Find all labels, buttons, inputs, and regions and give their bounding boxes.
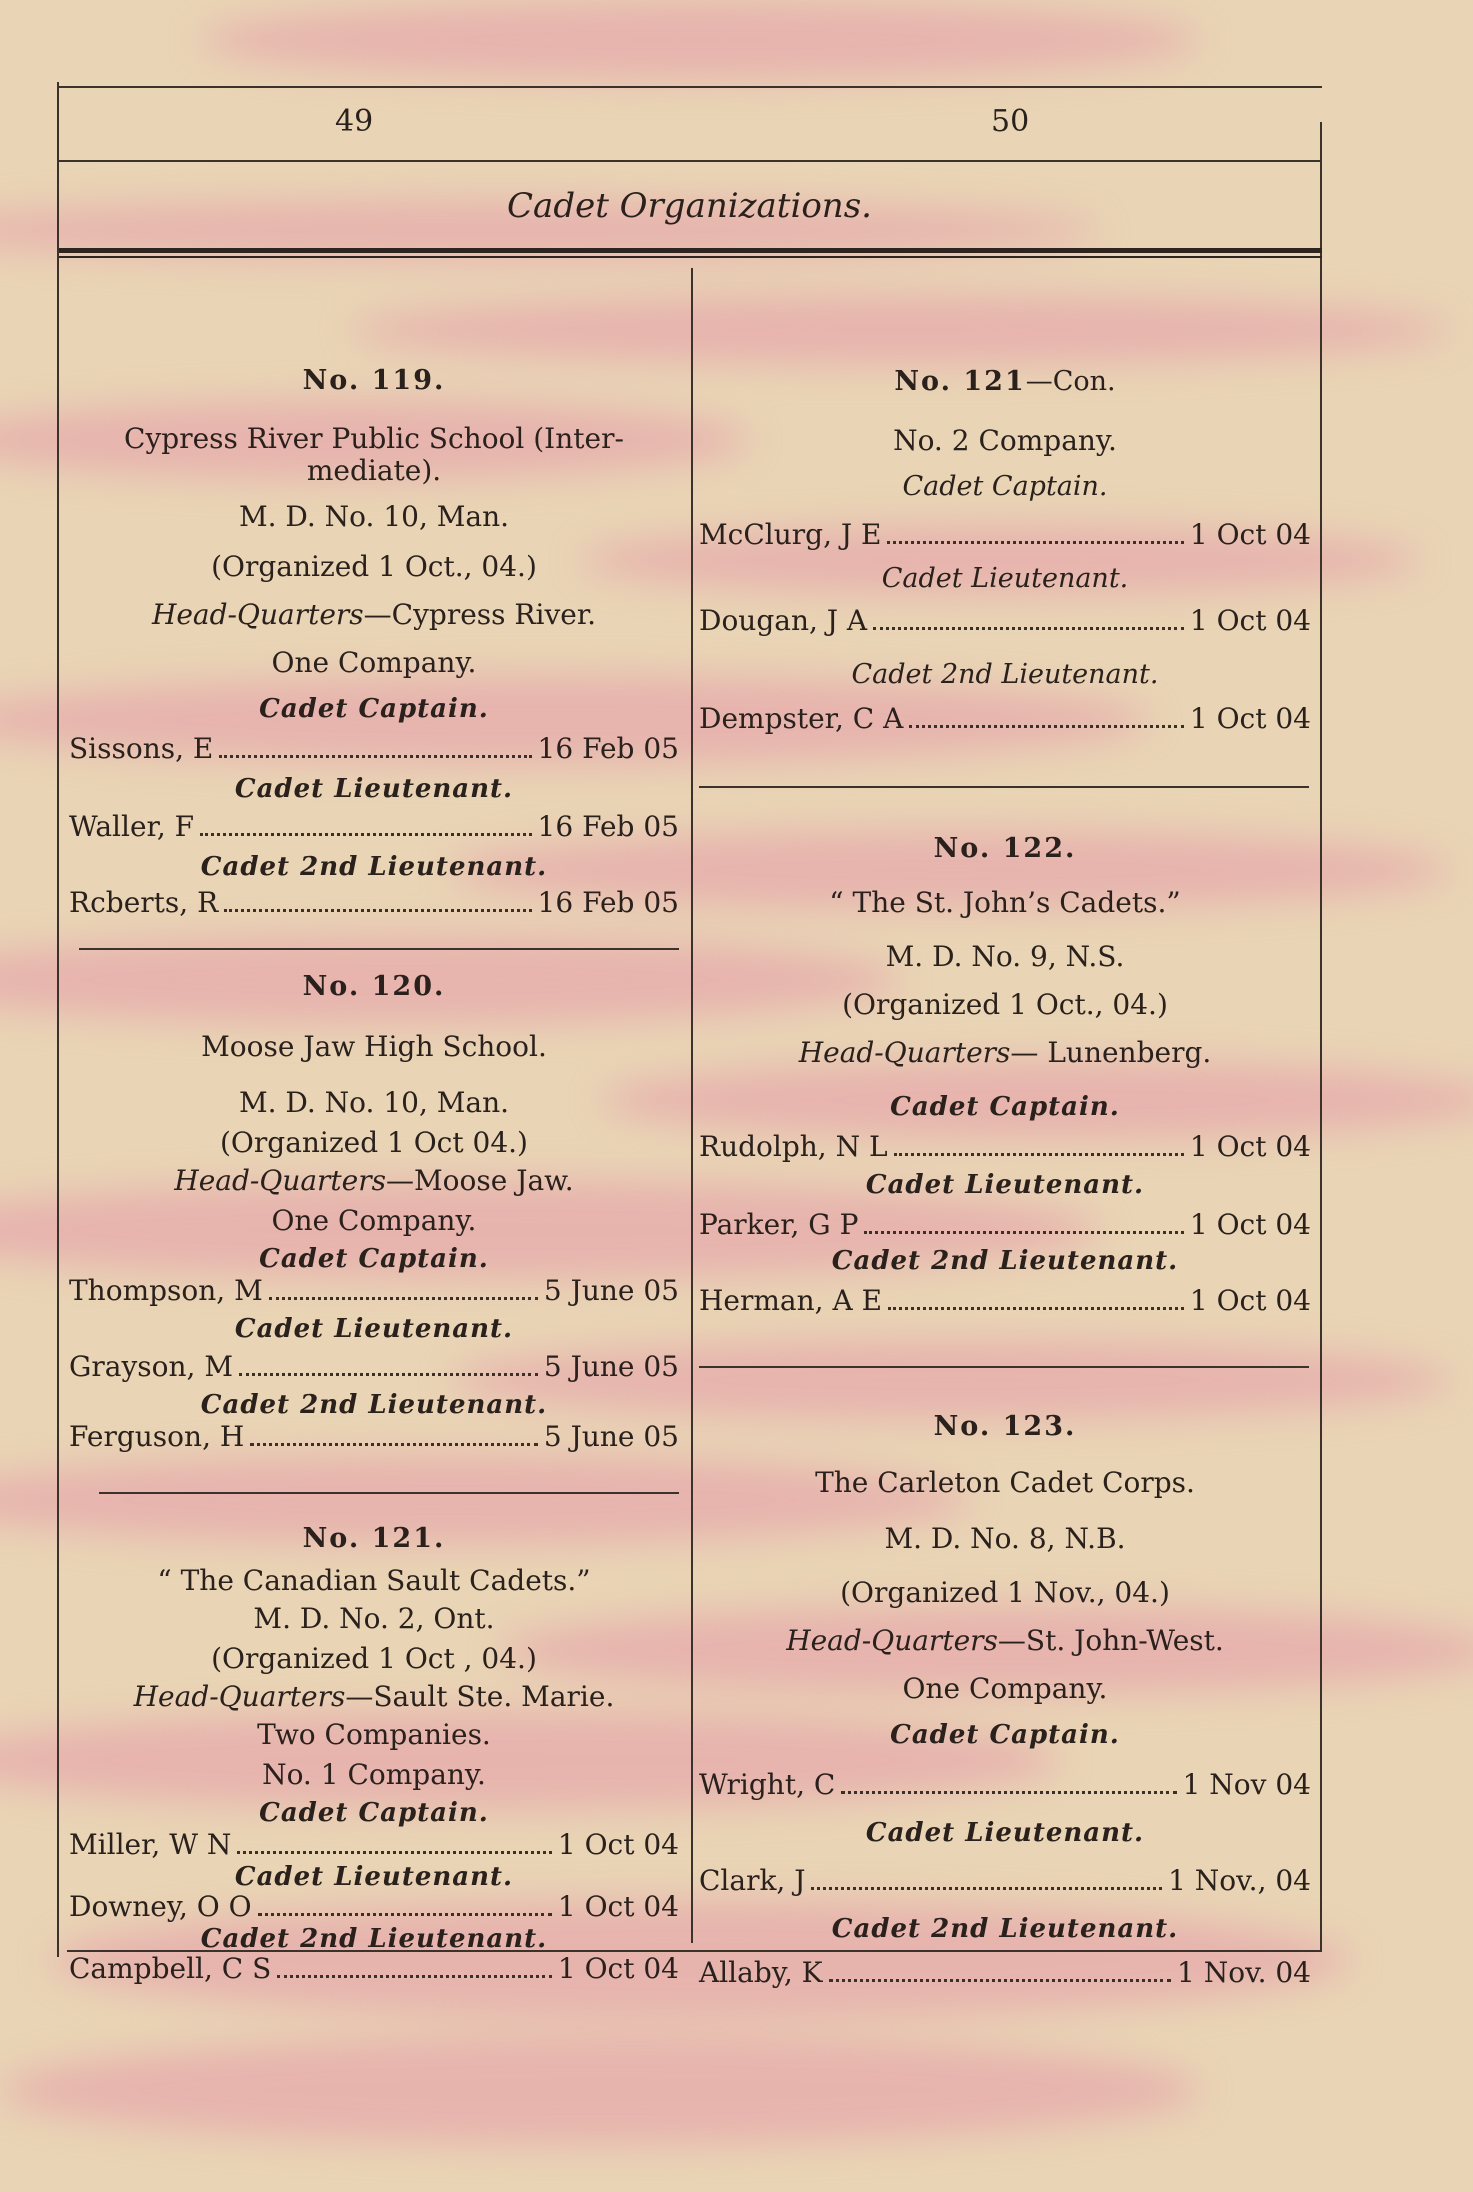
captain-label: Cadet Captain. [259,1798,489,1828]
lieutenant-row [69,810,679,844]
header-rule [57,160,1322,162]
org-number: No. 119. [302,365,446,396]
officer-name: Herman, A E [699,1284,883,1317]
leader-dots [219,755,531,758]
second-lieutenant-row [699,702,1311,736]
lieutenant-label: Cadet Lieutenant. [234,774,514,804]
organized-date: (Organized 1 Oct 04.) [220,1126,528,1159]
leader-dots [258,1913,552,1916]
officer-name: Rudolph, N L [699,1130,888,1163]
officer-name: Dougan, J A [699,604,868,637]
organized-date: (Organized 1 Oct , 04.) [211,1642,537,1675]
org-name-line1: Cypress River Public School (Inter- [124,422,624,455]
officer-date: 1 Oct 04 [1189,604,1311,637]
officer-date: 5 June 05 [543,1274,679,1307]
officer-date: 1 Oct 04 [1189,1284,1311,1317]
page-number-right: 50 [991,104,1030,139]
lieutenant-row [69,1890,679,1924]
leader-dots [909,725,1184,728]
hq-label: Head-Quarters [798,1036,1011,1069]
officer-name: Parker, G P [699,1208,859,1241]
officer-name: Ferguson, H [69,1420,245,1453]
frame-right-rule [1320,122,1322,1952]
leader-dots [841,1791,1176,1794]
second-lieutenant-label: Cadet 2nd Lieutenant. [851,659,1159,690]
hq-label: Head-Quarters [133,1680,346,1713]
entry-separator [699,1366,1309,1368]
leader-dots [277,1975,552,1978]
second-lieutenant-label: Cadet 2nd Lieutenant. [831,1914,1179,1944]
officer-date: 1 Nov 04 [1182,1768,1311,1801]
column-separator [691,268,693,1943]
captain-row [69,732,679,766]
second-lieutenant-label: Cadet 2nd Lieutenant. [200,852,548,882]
leader-dots [269,1297,538,1300]
lieutenant-row [699,1864,1311,1898]
organized-date: (Organized 1 Oct., 04.) [211,550,537,583]
captain-label: Cadet Captain. [890,1092,1120,1122]
organized-date: (Organized 1 Oct., 04.) [842,988,1168,1021]
org-name: “ The Canadian Sault Cadets.” [157,1564,591,1597]
leader-dots [894,1153,1184,1156]
section-title: Cadet Organizations. [507,186,872,226]
hq-value: —Cypress River. [363,598,597,631]
second-lieutenant-label: Cadet 2nd Lieutenant. [200,1924,548,1954]
leader-dots [873,627,1184,630]
lieutenant-label: Cadet Lieutenant. [865,1818,1145,1848]
officer-date: 1 Oct 04 [557,1952,679,1985]
lieutenant-row [699,604,1311,638]
org-number: No. 121 [894,366,1026,397]
page-frame [57,82,1322,1989]
captain-label: Cadet Captain. [259,1244,489,1274]
head-quarters [69,1680,679,1714]
officer-date: 16 Feb 05 [537,810,679,843]
org-number-continued [699,364,1311,399]
officer-name: Wright, C [699,1768,836,1801]
lieutenant-row [699,1208,1311,1242]
officer-name: Rcberts, R [69,886,219,919]
military-district: M. D. No. 10, Man. [238,500,510,533]
captain-row [699,1130,1311,1164]
officer-name: Thompson, M [69,1274,263,1307]
second-lieutenant-label: Cadet 2nd Lieutenant. [831,1246,1179,1276]
officer-date: 16 Feb 05 [537,886,679,919]
leader-dots [250,1443,538,1446]
officer-date: 5 June 05 [543,1420,679,1453]
leader-dots [887,541,1183,544]
hq-value: —St. John-West. [997,1624,1224,1657]
officer-date: 1 Nov., 04 [1168,1864,1311,1897]
second-lieutenant-row [699,1956,1311,1990]
org-name: The Carleton Cadet Corps. [815,1466,1195,1499]
captain-row [69,1828,679,1862]
entry-separator [99,1492,679,1494]
hq-label: Head-Quarters [174,1164,387,1197]
leader-dots [829,1979,1171,1982]
entry-separator [699,786,1309,788]
head-quarters [69,1164,679,1198]
captain-label: Cadet Captain. [259,694,489,724]
captain-row [69,1274,679,1308]
continued-label: —Con. [1025,366,1116,397]
company-number: No. 2 Company. [893,424,1117,457]
officer-date: 1 Oct 04 [557,1890,679,1923]
title-double-rule-thin [59,256,1322,258]
org-name: Moose Jaw High School. [201,1030,547,1063]
second-lieutenant-row [699,1284,1311,1318]
officer-date: 1 Oct 04 [1189,518,1311,551]
captain-row [699,1768,1311,1802]
org-number: No. 121. [302,1523,446,1554]
top-rule [57,86,1322,88]
officer-name: Dempster, C A [699,702,904,735]
second-lieutenant-label: Cadet 2nd Lieutenant. [200,1390,548,1420]
companies: One Company. [271,1204,477,1237]
second-lieutenant-row [69,886,679,920]
leader-dots [224,909,531,912]
org-number: No. 122. [933,833,1077,864]
page-number-left: 49 [335,104,374,139]
military-district: M. D. No. 8, N.B. [884,1522,1126,1555]
companies: One Company. [902,1672,1108,1705]
org-name: “ The St. John’s Cadets.” [829,886,1181,919]
military-district: M. D. No. 10, Man. [238,1086,510,1119]
company-number: No. 1 Company. [262,1758,486,1791]
lieutenant-row [69,1350,679,1384]
hq-value: —Sault Ste. Marie. [345,1680,615,1713]
officer-date: 1 Nov. 04 [1177,1956,1311,1989]
frame-left-rule [57,82,59,1957]
captain-row [699,518,1311,552]
officer-name: Campbell, C S [69,1952,272,1985]
hq-value: —Moose Jaw. [386,1164,574,1197]
officer-name: Sissons, E [69,732,214,765]
lieutenant-label: Cadet Lieutenant. [881,563,1129,594]
officer-name: Allaby, K [699,1956,823,1989]
second-lieutenant-row [69,1420,679,1454]
head-quarters [69,598,679,632]
second-lieutenant-row [69,1952,679,1986]
officer-name: Miller, W N [69,1828,232,1861]
leader-dots [888,1307,1184,1310]
officer-name: McClurg, J E [699,518,882,551]
military-district: M. D. No. 2, Ont. [253,1602,495,1635]
officer-date: 1 Oct 04 [557,1828,679,1861]
leader-dots [864,1231,1183,1234]
officer-date: 1 Oct 04 [1189,702,1311,735]
head-quarters [699,1624,1311,1658]
leader-dots [811,1887,1162,1890]
officer-name: Downey, O O [69,1890,252,1923]
captain-label: Cadet Captain. [902,471,1108,502]
officer-date: 16 Feb 05 [537,732,679,765]
leader-dots [239,1373,538,1376]
captain-label: Cadet Captain. [890,1720,1120,1750]
companies: One Company. [271,646,477,679]
org-name-line2: mediate). [306,454,442,487]
lieutenant-label: Cadet Lieutenant. [234,1314,514,1344]
officer-date: 1 Oct 04 [1189,1208,1311,1241]
entry-separator [79,948,679,950]
officer-date: 1 Oct 04 [1189,1130,1311,1163]
officer-date: 5 June 05 [543,1350,679,1383]
hq-label: Head-Quarters [151,598,364,631]
officer-name: Grayson, M [69,1350,233,1383]
lieutenant-label: Cadet Lieutenant. [865,1170,1145,1200]
leader-dots [200,833,531,836]
officer-name: Waller, F [69,810,195,843]
companies: Two Companies. [257,1718,491,1751]
head-quarters [699,1036,1311,1070]
military-district: M. D. No. 9, N.S. [885,940,1125,973]
org-number: No. 120. [302,971,446,1002]
organized-date: (Organized 1 Nov., 04.) [840,1576,1170,1609]
title-double-rule [59,248,1322,253]
hq-value: — Lunenberg. [1010,1036,1212,1069]
lieutenant-label: Cadet Lieutenant. [234,1862,514,1892]
hq-label: Head-Quarters [786,1624,998,1657]
officer-name: Clark, J [699,1864,806,1897]
leader-dots [237,1851,551,1854]
org-number: No. 123. [933,1411,1077,1442]
